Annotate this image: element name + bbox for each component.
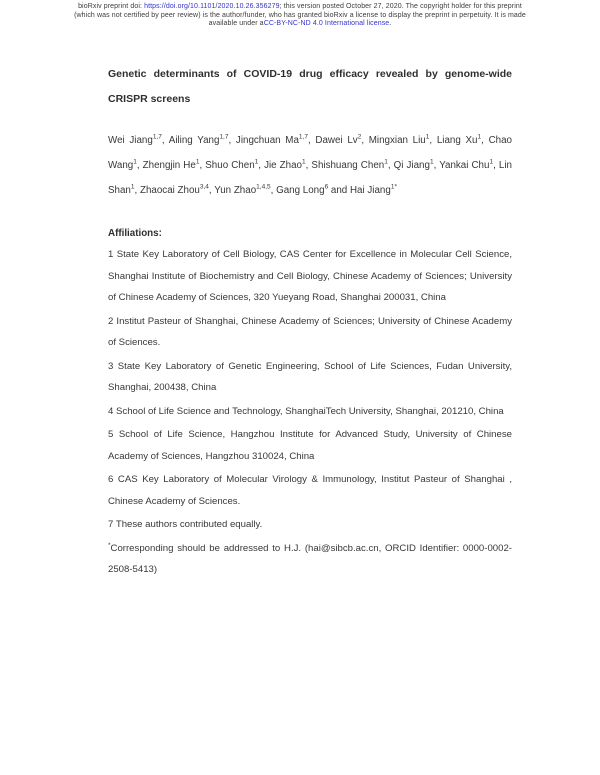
author-affiliation-superscript: 1 [489,158,494,166]
author-name: Wei Jiang$^{1,7}$ [108,133,162,146]
author-affiliation-superscript: 1,7 [152,133,162,141]
author-name: Dawei Lv$^2$ [315,133,362,146]
author-affiliation-superscript: 6 [324,183,329,191]
manuscript-content [108,62,512,583]
author-name: Jie Zhao$^1$ [264,158,306,171]
notice-line-3 [0,20,600,29]
author-name: Zhaocai Zhou$^{3,4}$ [139,183,209,196]
author-list: Wei Jiang$^{1,7}$, Ailing Yang$^{1,7}$, Jingchuan Ma$^{1,7}$, Dawei Lv$^2$, Mingxian Liu$^1$, Liang Xu$^1$, Chao Wang$^1$, Zhengjin He$^1$, Shuo Chen$^1$, Jie Zhao$^1$, Shishuang Chen$^1$, Qi Jiang$^1$, Yankai Chu$^1$, Lin Shan$^1$, Zhaocai Zhou$^{3,4}$, Yun Zhao$^{1,4,5}$, Gang Long$^6$ and Hai Jiang$^{1*}$ [108,133,512,196]
author-name: Liang Xu$^1$ [436,133,482,146]
paper-title: Genetic determinants of COVID-19 drug efficacy revealed by genome-wide CRISPR screens [108,68,512,105]
author-affiliation-superscript: 1,7 [219,133,229,141]
notice-line3-prefix: available under a [208,20,264,27]
affiliation-line: 2 Institut Pasteur of Shanghai, Chinese Academy of Sciences; University of Chinese Academy of Sciences. [108,315,512,348]
preprint-notice [0,0,600,29]
notice-line-1 [0,3,600,12]
author-affiliation-superscript: 1 [477,133,482,141]
correspondence-text: Corresponding should be addressed to H.J. (hai@sibcb.ac.cn, ORCID Identifier: 0000-0002-2508-5413) [108,542,512,575]
author-affiliation-superscript: 2 [357,133,362,141]
notice-line1-prefix: bioRxiv preprint doi: [78,3,145,10]
affiliations-list [108,244,512,536]
affiliation-line: 5 School of Life Science, Hangzhou Institute for Advanced Study, University of Chinese Academy of Sciences, Hangzhou 310024, China [108,429,512,462]
author-affiliation-superscript: 1* [390,183,397,191]
affiliation-line: 7 These authors contributed equally. [108,519,263,530]
author-name: Shuo Chen$^1$ [205,158,259,171]
author-name: Zhengjin He$^1$ [142,158,200,171]
notice-line-2: (which was not certified by peer review) is the author/funder, who has granted bioRxiv a license to display the preprint in perpetuity. It is made [74,11,526,19]
affiliation-line: 6 CAS Key Laboratory of Molecular Virology & Immunology, Institut Pasteur of Shanghai , Chinese Academy of Sciences. [108,474,512,507]
author-affiliation-superscript: 1 [425,133,430,141]
author-affiliation-superscript: 3,4 [199,183,209,191]
license-link[interactable]: CC-BY-NC-ND 4.0 International license [263,20,390,27]
author-affiliation-superscript: 1,4,5 [256,183,271,191]
author-name: Gang Long$^6$ [276,183,329,196]
author-name: Mingxian Liu$^1$ [368,133,430,146]
correspondence-note [108,538,512,581]
author-name: Yun Zhao$^{1,4,5}$ [214,183,271,196]
doi-link[interactable]: https://doi.org/10.1101/2020.10.26.356279 [144,3,280,10]
author-name: Shishuang Chen$^1$ [311,158,388,171]
author-name: Yankai Chu$^1$ [439,158,494,171]
author-name: Hai Jiang$^{1*}$ [349,183,397,196]
notice-line3-suffix: . [389,20,392,27]
author-affiliation-superscript: 1 [130,183,135,191]
author-affiliation-superscript: 1 [254,158,259,166]
author-name: Ailing Yang$^{1,7}$ [168,133,229,146]
author-affiliation-superscript: 1 [384,158,388,166]
notice-line1-suffix: ; this version posted October 27, 2020. The copyright holder for this preprint [279,3,522,10]
affiliation-line: 1 State Key Laboratory of Cell Biology, CAS Center for Excellence in Molecular Cell Science, Shanghai Institute of Biochemistry and Cell Biology, Chinese Academy of Sciences; University of Chinese Academy of Sciences, 320 Yueyang Road, Shanghai 200031, China [108,249,512,303]
affiliation-line: 4 School of Life Science and Technology, ShanghaiTech University, Shanghai, 201210, China [108,405,504,417]
author-affiliation-superscript: 1 [429,158,434,166]
author-affiliation-superscript: 1 [133,158,137,166]
author-affiliation-superscript: 1 [195,158,200,166]
affiliations-heading: Affiliations: [108,228,162,239]
author-name: Chao Wang$^1$ [108,135,512,171]
author-affiliation-superscript: 1,7 [298,133,308,141]
author-name: Jingchuan Ma$^{1,7}$ [235,133,308,146]
author-name: Qi Jiang$^1$ [393,158,434,171]
author-affiliation-superscript: 1 [302,158,306,166]
correspondence-asterisk: * [108,541,111,549]
author-name: Lin Shan$^1$ [108,160,512,196]
affiliation-line: 3 State Key Laboratory of Genetic Engineering, School of Life Sciences, Fudan University, Shanghai, 200438, China [108,360,512,393]
